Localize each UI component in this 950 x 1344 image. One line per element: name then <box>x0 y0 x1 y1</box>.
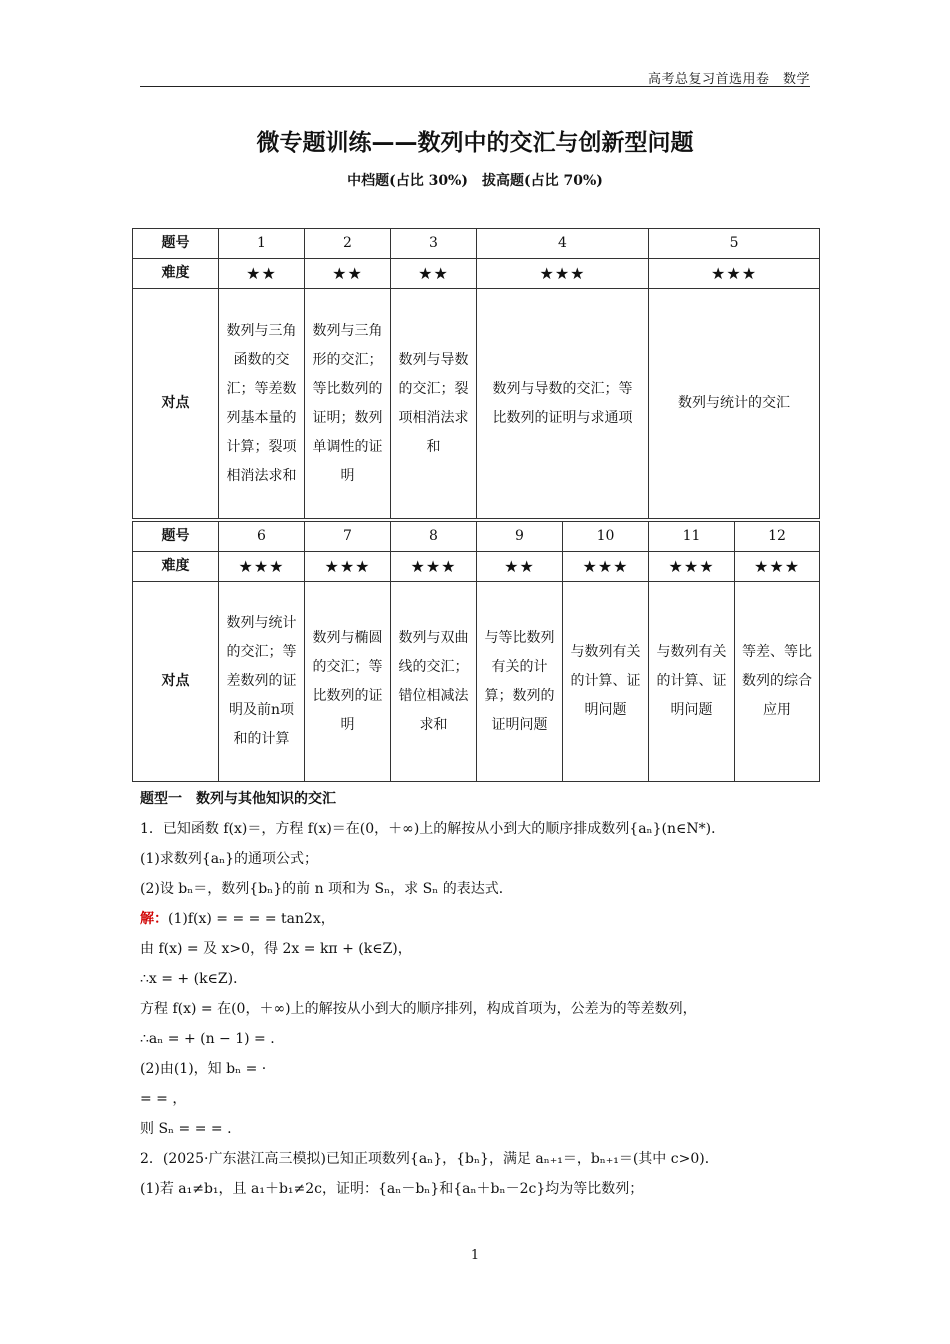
topic-cell: 与数列有关的计算、证明问题 <box>649 582 735 782</box>
question-number: 5 <box>649 229 820 259</box>
topic-cell: 与等比数列有关的计算；数列的证明问题 <box>477 582 563 782</box>
question-number: 3 <box>391 229 477 259</box>
row-label-point: 对点 <box>133 289 219 519</box>
question-1-part-2: (2)设 bₙ＝，数列{bₙ}的前 n 项和为 Sₙ，求 Sₙ 的表达式． <box>140 881 513 897</box>
solution-line: 由 f(x) = 及 x>0，得 2x = kπ + (k∈Z)， <box>140 941 412 957</box>
page-title: 微专题训练——数列中的交汇与创新型问题 <box>256 130 694 156</box>
table-row <box>133 259 820 289</box>
difficulty-stars: ★★★ <box>563 552 649 582</box>
topic-cell: 数列与双曲线的交汇；错位相减法求和 <box>391 582 477 782</box>
table-row <box>133 522 820 552</box>
row-label-number: 题号 <box>133 229 219 259</box>
topic-cell: 等差、等比数列的综合应用 <box>735 582 820 782</box>
solution-label: 解： <box>140 911 168 927</box>
solution-line: 则 Sₙ = = = . <box>140 1121 232 1137</box>
section-title: 题型一 数列与其他知识的交汇 <box>140 791 336 807</box>
solution-line: = = ， <box>140 1091 187 1107</box>
page-subtitle: 中档题(占比 30%) 拔高题(占比 70%) <box>347 173 603 189</box>
topic-cell: 数列与三角形的交汇；等比数列的证明；数列单调性的证明 <box>305 289 391 519</box>
table-row <box>133 582 820 782</box>
question-2-part-1: (1)若 a₁≠b₁，且 a₁＋b₁≠2c，证明：{aₙ－bₙ}和{aₙ＋bₙ－2c}均为等比数列； <box>140 1181 644 1197</box>
topic-cell: 数列与椭圆的交汇；等比数列的证明 <box>305 582 391 782</box>
difficulty-stars: ★★★ <box>649 259 820 289</box>
question-1-stem: 1．已知函数 f(x)＝，方程 f(x)＝在(0，＋∞)上的解按从小到大的顺序排成数列{aₙ}(n∈N*)． <box>140 821 726 837</box>
difficulty-stars: ★★ <box>305 259 391 289</box>
table-row <box>133 229 820 259</box>
row-label-difficulty: 难度 <box>133 552 219 582</box>
topic-cell: 数列与三角函数的交汇；等差数列基本量的计算；裂项相消法求和 <box>219 289 305 519</box>
difficulty-stars: ★★ <box>219 259 305 289</box>
difficulty-stars: ★★★ <box>305 552 391 582</box>
document-body <box>140 784 812 1204</box>
table-row <box>133 552 820 582</box>
topic-cell: 数列与导数的交汇；裂项相消法求和 <box>391 289 477 519</box>
difficulty-table <box>132 228 820 782</box>
header-text: 高考总复习首选用卷 数学 <box>647 72 810 87</box>
difficulty-stars: ★★ <box>391 259 477 289</box>
question-1-part-1: (1)求数列{aₙ}的通项公式； <box>140 851 319 867</box>
question-number: 11 <box>649 522 735 552</box>
question-number: 2 <box>305 229 391 259</box>
difficulty-stars: ★★★ <box>649 552 735 582</box>
difficulty-stars: ★★★ <box>391 552 477 582</box>
solution-text: (1)f(x) = = = = tan2x， <box>168 911 335 927</box>
question-number: 9 <box>477 522 563 552</box>
question-2-stem: 2．(2025·广东湛江高三模拟)已知正项数列{aₙ}，{bₙ}，满足 aₙ₊₁＝，bₙ₊₁＝(其中 c>0)． <box>140 1151 719 1167</box>
solution-line: (2)由(1)，知 bₙ = · <box>140 1061 267 1077</box>
topic-cell: 数列与导数的交汇；等比数列的证明与求通项 <box>477 289 649 519</box>
topic-cell: 数列与统计的交汇；等差数列的证明及前n项和的计算 <box>219 582 305 782</box>
topic-cell: 与数列有关的计算、证明问题 <box>563 582 649 782</box>
row-label-point: 对点 <box>133 582 219 782</box>
question-number: 4 <box>477 229 649 259</box>
solution-line: ∴aₙ = + (n − 1) = . <box>140 1031 275 1047</box>
topic-cell: 数列与统计的交汇 <box>649 289 820 519</box>
difficulty-stars: ★★★ <box>219 552 305 582</box>
question-number: 1 <box>219 229 305 259</box>
difficulty-stars: ★★ <box>477 552 563 582</box>
solution-line: ∴x = + (k∈Z)． <box>140 971 248 987</box>
table-row <box>133 289 820 519</box>
solution-line <box>140 904 812 934</box>
question-number: 12 <box>735 522 820 552</box>
solution-line: 方程 f(x) = 在(0，＋∞)上的解按从小到大的顺序排列，构成首项为，公差为的等差数列， <box>140 1001 697 1017</box>
question-number: 6 <box>219 522 305 552</box>
header-rule <box>140 86 810 87</box>
question-number: 7 <box>305 522 391 552</box>
question-number: 10 <box>563 522 649 552</box>
page-number: 1 <box>470 1248 480 1263</box>
question-number: 8 <box>391 522 477 552</box>
difficulty-stars: ★★★ <box>735 552 820 582</box>
row-label-number: 题号 <box>133 522 219 552</box>
row-label-difficulty: 难度 <box>133 259 219 289</box>
difficulty-stars: ★★★ <box>477 259 649 289</box>
